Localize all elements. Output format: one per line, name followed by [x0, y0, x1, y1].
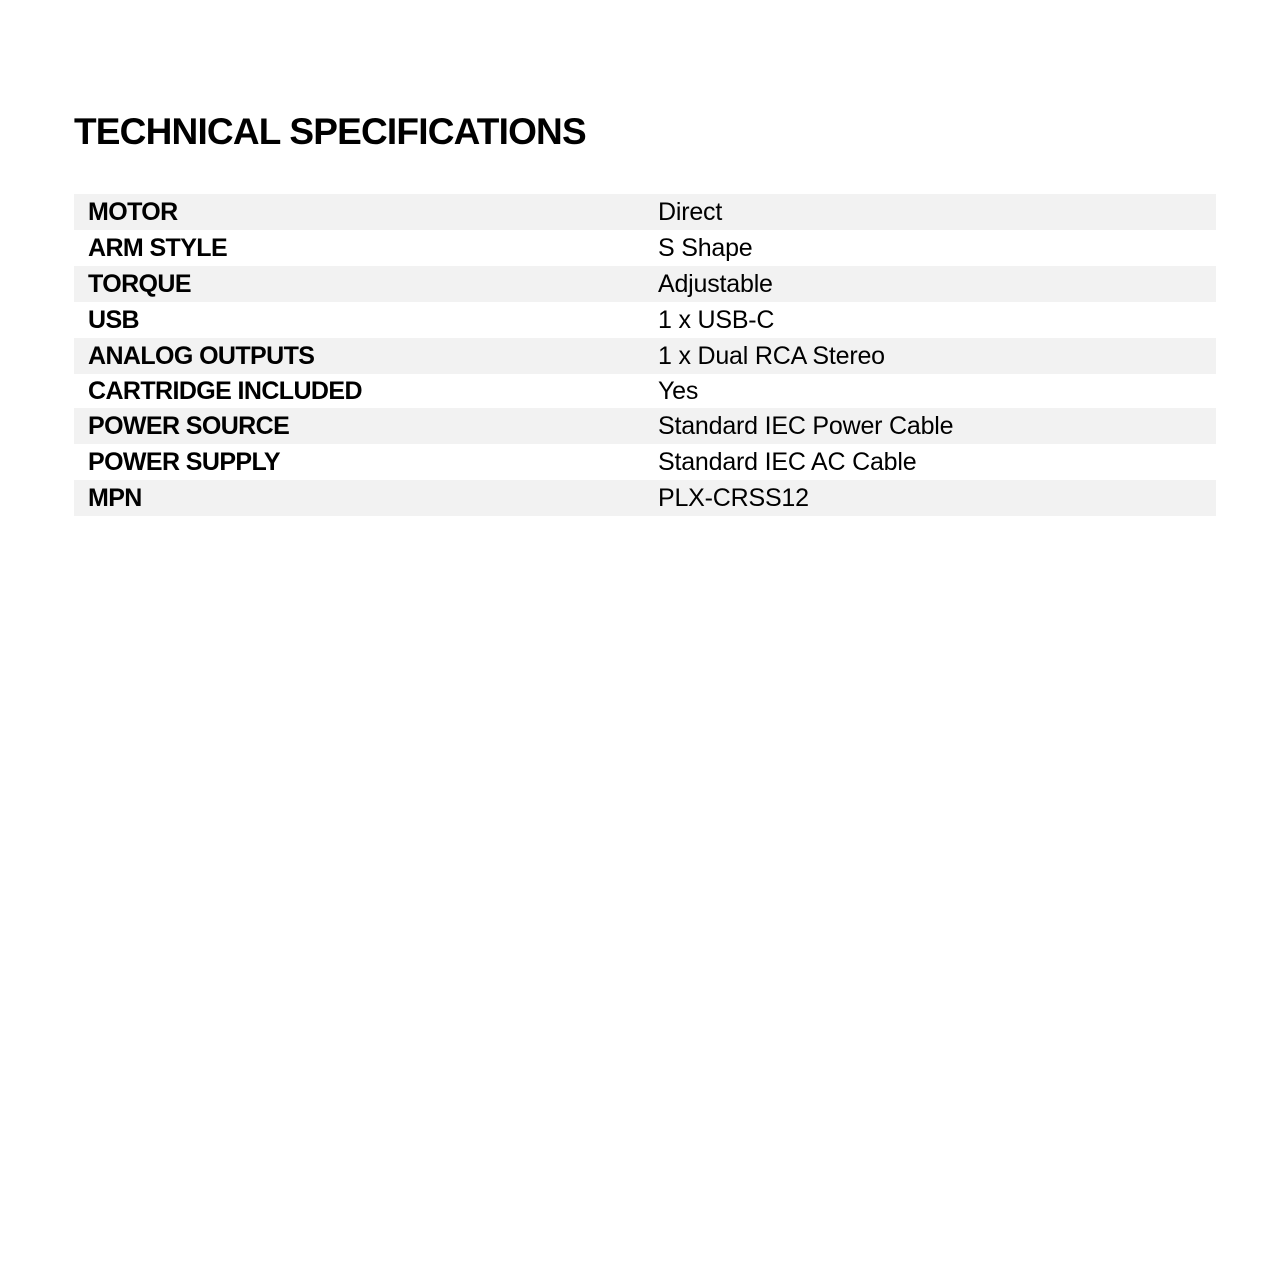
spec-row-usb [74, 302, 1216, 338]
spec-value: S Shape [658, 234, 753, 262]
spec-row-cartridge-included [74, 374, 1216, 408]
spec-value: Yes [658, 377, 699, 405]
spec-value: Direct [658, 198, 723, 226]
spec-value: 1 x USB-C [658, 306, 775, 334]
spec-label: POWER SOURCE [88, 412, 290, 440]
spec-label: MOTOR [88, 198, 178, 226]
spec-label: TORQUE [88, 270, 191, 298]
spec-label: MPN [88, 484, 142, 512]
spec-row-mpn [74, 480, 1216, 516]
spec-label: POWER SUPPLY [88, 448, 280, 476]
page-title: TECHNICAL SPECIFICATIONS [74, 111, 586, 152]
spec-value: PLX-CRSS12 [658, 484, 809, 512]
spec-label: ANALOG OUTPUTS [88, 342, 315, 370]
spec-value: 1 x Dual RCA Stereo [658, 342, 885, 370]
spec-row-motor [74, 194, 1216, 230]
spec-label: ARM STYLE [88, 234, 228, 262]
spec-row-analog-outputs [74, 338, 1216, 374]
spec-label: CARTRIDGE INCLUDED [88, 377, 362, 405]
spec-value: Adjustable [658, 270, 773, 298]
spec-row-power-supply [74, 444, 1216, 480]
spec-value: Standard IEC Power Cable [658, 412, 954, 440]
spec-table [74, 194, 1216, 516]
spec-row-arm-style [74, 230, 1216, 266]
spec-label: USB [88, 306, 139, 334]
spec-row-power-source [74, 408, 1216, 444]
spec-value: Standard IEC AC Cable [658, 448, 917, 476]
spec-row-torque [74, 266, 1216, 302]
